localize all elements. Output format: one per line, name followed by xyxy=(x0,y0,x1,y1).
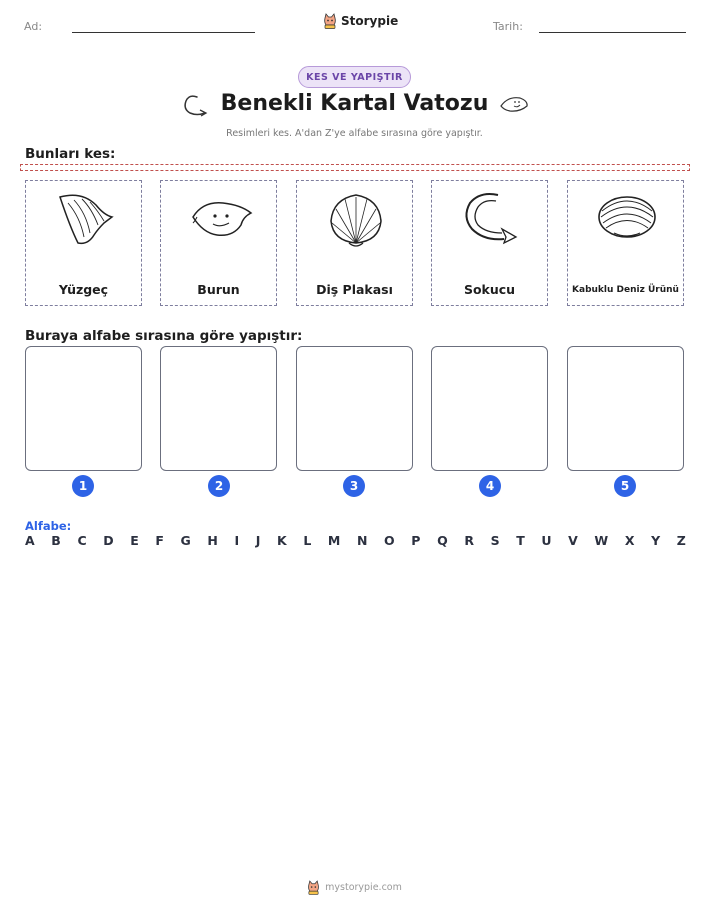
paste-box-3[interactable] xyxy=(296,346,413,471)
clam-icon xyxy=(596,187,658,251)
letter: N xyxy=(356,533,368,548)
letter: O xyxy=(384,533,395,548)
fin-icon xyxy=(54,187,114,251)
paste-heading: Buraya alfabe sırasına göre yapıştır: xyxy=(25,328,303,344)
card-label-fin: Yüzgeç xyxy=(58,282,109,297)
letter: W xyxy=(594,533,609,548)
stinger-icon xyxy=(460,187,524,251)
letter: T xyxy=(516,533,525,548)
cut-card-tooth-plate[interactable] xyxy=(296,180,413,306)
card-label-tooth-plate: Diş Plakası xyxy=(316,282,393,297)
number-badge-3: 3 xyxy=(343,475,365,497)
cut-card-snout[interactable] xyxy=(160,180,277,306)
footer-site[interactable]: mystorypie.com xyxy=(325,882,402,893)
card-label-stinger: Sokucu xyxy=(463,282,516,297)
letter: E xyxy=(130,533,139,548)
name-line xyxy=(72,32,255,33)
letter: K xyxy=(277,533,287,548)
letter: A xyxy=(25,533,35,548)
name-label: Ad: xyxy=(24,20,43,33)
letter: V xyxy=(568,533,578,548)
cut-card-shellfish[interactable] xyxy=(567,180,684,306)
stingray-doodle-icon xyxy=(498,94,530,116)
number-badge-4: 4 xyxy=(479,475,501,497)
cut-heading: Bunları kes: xyxy=(25,146,116,162)
letter: L xyxy=(303,533,312,548)
date-label: Tarih: xyxy=(493,20,523,33)
letter: X xyxy=(624,533,635,548)
tooth-plate-shell-icon xyxy=(325,187,387,251)
letter: Y xyxy=(651,533,661,548)
letter: H xyxy=(207,533,218,548)
worksheet-title: Benekli Kartal Vatozu xyxy=(220,91,489,116)
letter: Z xyxy=(676,533,686,548)
letter: F xyxy=(155,533,164,548)
paste-box-5[interactable] xyxy=(567,346,684,471)
snout-icon xyxy=(189,187,253,251)
brand-logo xyxy=(323,13,398,29)
letter: D xyxy=(103,533,114,548)
letter: U xyxy=(541,533,552,548)
cut-card-stinger[interactable] xyxy=(431,180,548,306)
letter: B xyxy=(51,533,61,548)
letter: R xyxy=(464,533,474,548)
paste-box-4[interactable] xyxy=(431,346,548,471)
brand-name: Storypie xyxy=(341,14,399,28)
instructions: Resimleri kes. A'dan Z'ye alfabe sırasına göre yapıştır. xyxy=(226,128,483,139)
date-line xyxy=(539,32,686,33)
letter: I xyxy=(234,533,240,548)
number-badge-5: 5 xyxy=(614,475,636,497)
letter: C xyxy=(77,533,87,548)
cut-line xyxy=(20,164,690,171)
letter: M xyxy=(327,533,341,548)
letter: P xyxy=(411,533,421,548)
letter: Q xyxy=(437,533,448,548)
cut-card-fin[interactable] xyxy=(25,180,142,306)
footer xyxy=(0,880,709,895)
card-label-shellfish: Kabuklu Deniz Ürünü xyxy=(572,285,679,295)
paste-box-1[interactable] xyxy=(25,346,142,471)
letter: G xyxy=(180,533,191,548)
storypie-cat-logo-icon xyxy=(307,880,320,895)
number-badge-2: 2 xyxy=(208,475,230,497)
activity-badge: KES VE YAPIŞTIR xyxy=(298,66,411,88)
letter: S xyxy=(490,533,500,548)
paste-box-2[interactable] xyxy=(160,346,277,471)
letter: J xyxy=(255,533,261,548)
card-label-snout: Burun xyxy=(197,282,240,297)
alphabet-row xyxy=(25,533,686,548)
alphabet-label: Alfabe: xyxy=(25,519,72,533)
storypie-cat-logo-icon xyxy=(323,13,337,29)
number-badge-1: 1 xyxy=(72,475,94,497)
